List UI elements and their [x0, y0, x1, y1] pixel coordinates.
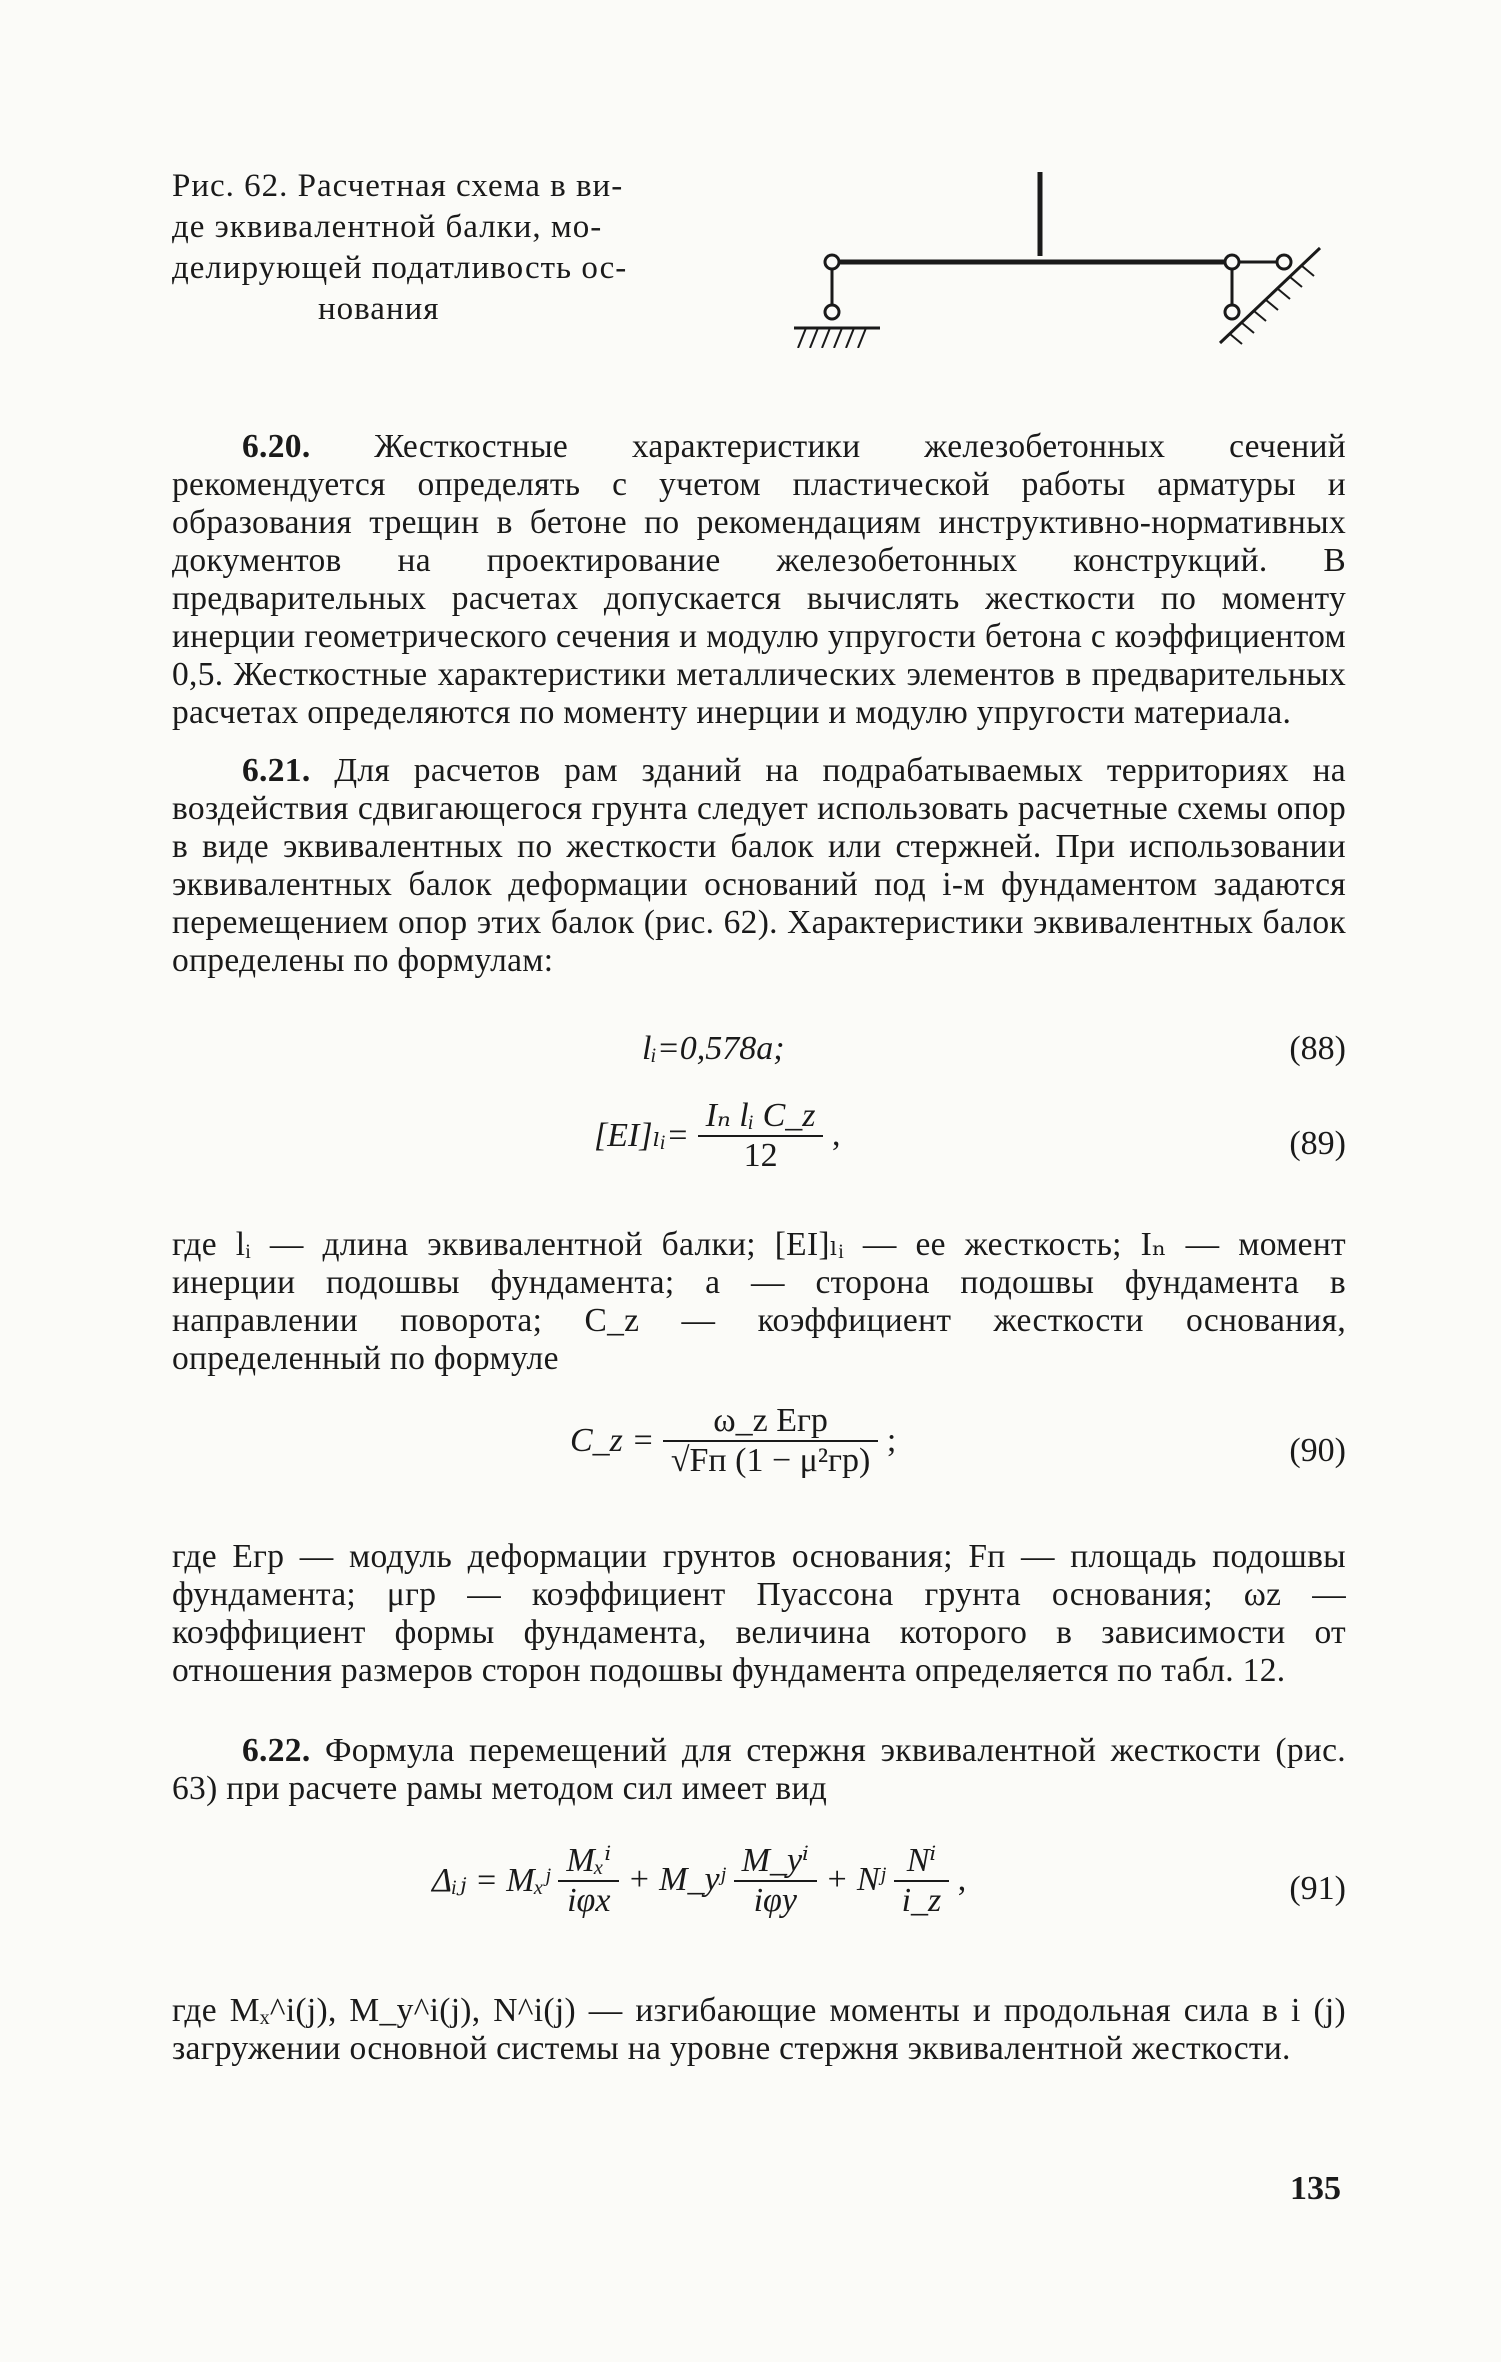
page-number: 135 [1290, 2170, 1341, 2207]
caption-line: Рис. 62. Расчетная схема в ви- [172, 168, 624, 204]
fraction [698, 1095, 824, 1175]
numerator: Mₓⁱ [558, 1840, 619, 1882]
paragraph-6-22 [172, 1732, 1346, 1808]
caption-line: нования [318, 291, 440, 327]
fraction [894, 1840, 950, 1920]
left-hinge-lower [825, 305, 839, 319]
right-hinge-side [1277, 255, 1291, 269]
right-hinge [1225, 255, 1239, 269]
caption-line: делирующей податливость ос- [172, 250, 628, 286]
equation-number: (88) [1289, 1030, 1346, 1067]
paragraph-text: где lᵢ — длина эквивалентной балки; [EI]ₗᵢ — ее жесткость; Iₙ — момент инерции подошвы фундамента; a — сторона подошвы фундамента в направлении поворота; C_z — коэффициент жесткости основания, определенный по формуле [172, 1226, 1346, 1377]
equivalent-beam-diagram [780, 158, 1340, 348]
numerator: M_yⁱ [734, 1840, 817, 1882]
equation-number: (90) [1289, 1432, 1346, 1469]
numerator: ω_z Eгр [663, 1402, 878, 1442]
denominator: i_z [901, 1882, 942, 1919]
equation-89: [EI]ₗᵢ= $\frac{\text{Iₙ lᵢ C\_z}}{12}$ , (89) [594, 1097, 1346, 1174]
paragraph-text: Формула перемещений для стержня эквивалентной жесткости (рис. 63) при расчете рамы методом сил имеет вид [172, 1732, 1346, 1807]
equation-body: lᵢ=0,578a; [642, 1030, 785, 1067]
left-hinge [825, 255, 839, 269]
equation-lhs: Δᵢⱼ = Mₓʲ [432, 1862, 550, 1899]
equation-91: Δᵢⱼ = Mₓʲ $\frac{\text{Mₓⁱ}}{\text{iφx}}$ + M_yʲ $\frac{\text{M\_yⁱ}}{\text{iφy}}$ + Nʲ $\frac{\text{Nⁱ}}{i\_z}$ , (91) [432, 1842, 1346, 1919]
numerator: Nⁱ [894, 1840, 950, 1882]
right-ground-hatch [1230, 266, 1314, 344]
paragraph-text: где Eгр — модуль деформации грунтов основания; Fп — площадь подошвы фундамента; μгр — коэффициент Пуассона грунта основания; ωz — коэффициент формы фундамента, величина которого в зависимости от отношения размеров сторон подошвы фундамента определяется по табл. 12. [172, 1538, 1346, 1689]
paragraph-where-3 [172, 1992, 1346, 2068]
right-hinge-lower [1225, 305, 1239, 319]
paragraph-text: Жесткостные характеристики железобетонных сечений рекомендуется определять с учетом пластической работы арматуры и образования трещин в бетоне по рекомендациям инструктивно-нормативных документов на проектирование железобетонных конструкций. В предварительных расчетах допускается вычислять жесткости по моменту инерции геометрического сечения и модулю упругости бетона с коэффициентом 0,5. Жесткостные характеристики металлических элементов в предварительных расчетах определяются по моменту инерции и модулю упругости материала. [172, 428, 1346, 731]
paragraph-where-1 [172, 1226, 1346, 1378]
equation-term: + Nʲ [825, 1861, 886, 1898]
equation-88 [172, 1030, 1346, 1080]
paragraph-where-2 [172, 1538, 1346, 1690]
paragraph-text: Для расчетов рам зданий на подрабатываемых территориях на воздействия сдвигающегося грунта следует использовать расчетные схемы опор в виде эквивалентных по жесткости балок или стержней. При использовании эквивалентных балок деформации оснований под i-м фундаментом задаются перемещением опор этих балок (рис. 62). Характеристики эквивалентных балок определены по формулам: [172, 752, 1346, 979]
paragraph-6-20 [172, 428, 1346, 732]
equation-lhs: C_z = [570, 1422, 655, 1459]
section-number: 6.22. [242, 1732, 311, 1769]
equation-number: (89) [1289, 1125, 1346, 1162]
equation-number: (91) [1289, 1870, 1346, 1907]
numerator: Iₙ lᵢ C_z [698, 1095, 824, 1137]
fraction [663, 1402, 878, 1480]
denominator: iφy [753, 1882, 797, 1919]
equation-90: C_z = $\frac{\text{ω\_z Eгр}}{\text{√Fп (1 − μ²гр)}}$ ; (90) [570, 1402, 1346, 1479]
section-number: 6.21. [242, 752, 311, 789]
section-number: 6.20. [242, 428, 311, 465]
caption-line: де эквивалентной балки, мо- [172, 209, 603, 245]
fraction [558, 1840, 619, 1920]
paragraph-6-21 [172, 752, 1346, 980]
denominator: 12 [743, 1137, 778, 1174]
denominator: iφx [567, 1882, 611, 1919]
denominator: √Fп (1 − μ²гр) [670, 1442, 871, 1479]
left-ground-hatch [798, 328, 866, 348]
equation-term: + M_yʲ [627, 1861, 726, 1898]
equation-lhs: [EI]ₗᵢ= [594, 1117, 690, 1154]
paragraph-text: где Mₓ^i(j), M_y^i(j), N^i(j) — изгибающие моменты и продольная сила в i (j) загружении основной системы на уровне стержня эквивалентной жесткости. [172, 1992, 1346, 2067]
fraction [734, 1840, 817, 1920]
figure-caption [172, 166, 712, 330]
